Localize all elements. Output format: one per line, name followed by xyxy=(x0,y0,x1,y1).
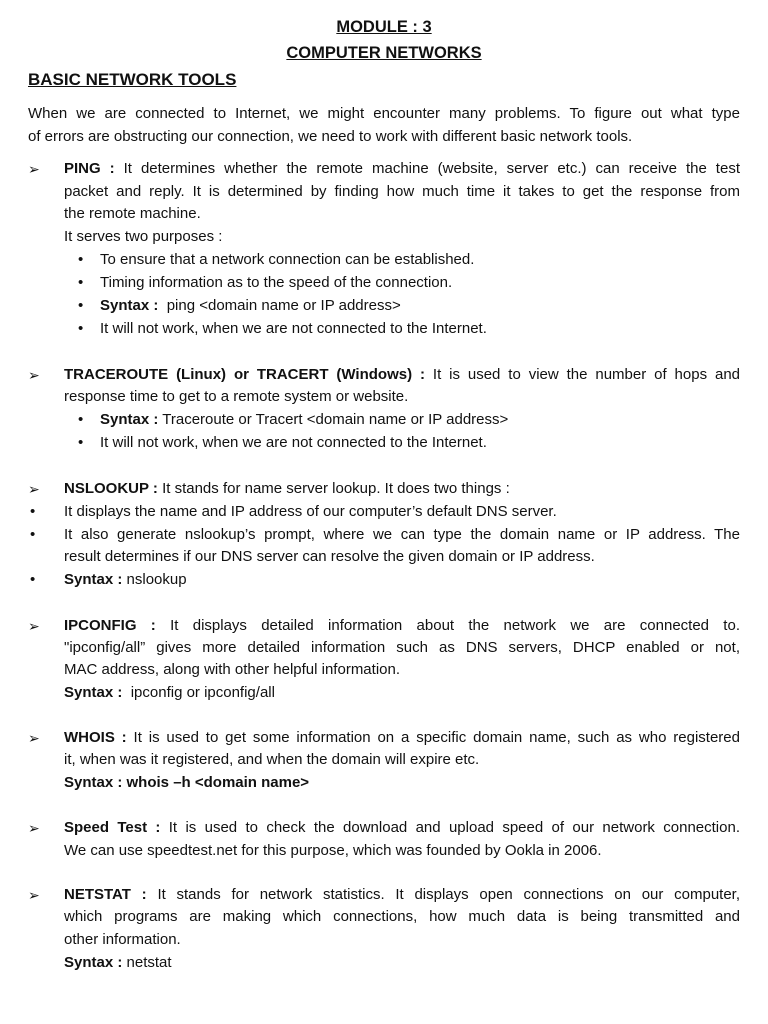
nslookup-name: NSLOOKUP : xyxy=(64,480,158,497)
whois-line-2: it, when was it registered, and when the domain will expire etc. xyxy=(64,751,480,768)
traceroute-text-1: It is used to view the number of hops and xyxy=(432,366,740,383)
subject-title: COMPUTER NETWORKS xyxy=(286,44,482,62)
traceroute-name: TRACEROUTE (Linux) or TRACERT (Windows) : xyxy=(64,366,425,383)
arrow-bullet-icon: ➢ xyxy=(28,887,40,903)
nslookup-bullet-2a: It also generate nslookup’s prompt, where we can type the domain name or IP address. The xyxy=(64,526,740,543)
netstat-line-3: other information. xyxy=(64,931,181,948)
arrow-bullet-icon: ➢ xyxy=(28,730,40,746)
arrow-bullet-icon: ➢ xyxy=(28,820,40,836)
nslookup-syntax-value: nslookup xyxy=(126,571,187,588)
ping-bullet-2: Timing information as to the speed of the connection. xyxy=(100,274,453,291)
netstat-syntax-label: Syntax : xyxy=(64,954,123,971)
nslookup-bullet-2b: result determines if our DNS server can resolve the given domain or IP address. xyxy=(64,548,595,565)
bullet-icon: • xyxy=(30,526,36,543)
whois-line-1 xyxy=(64,727,740,749)
bullet-icon: • xyxy=(78,251,84,268)
traceroute-note: It will not work, when we are not connected to the Internet. xyxy=(100,434,487,451)
bullet-icon: • xyxy=(78,411,84,428)
netstat-line-1 xyxy=(64,884,740,906)
arrow-bullet-icon: ➢ xyxy=(28,481,40,497)
ipconfig-text-1: It displays detailed information about the network we are connected to. xyxy=(170,617,740,634)
bullet-icon: • xyxy=(78,320,84,337)
bullet-icon: • xyxy=(30,571,36,588)
module-title: MODULE : 3 xyxy=(336,18,432,36)
arrow-bullet-icon: ➢ xyxy=(28,367,40,383)
whois-name: WHOIS : xyxy=(64,729,127,746)
ipconfig-line-1 xyxy=(64,615,740,637)
nslookup-bullet-1: It displays the name and IP address of our computer’s default DNS server. xyxy=(64,503,557,520)
netstat-syntax xyxy=(64,952,172,974)
ping-line-1 xyxy=(64,158,740,180)
section-title: BASIC NETWORK TOOLS xyxy=(28,70,237,89)
ping-line-4: It serves two purposes : xyxy=(64,228,223,245)
traceroute-syntax-label: Syntax : xyxy=(100,411,159,428)
nslookup-syntax-label: Syntax : xyxy=(64,571,123,588)
ping-text-1: It determines whether the remote machine (website, server etc.) can receive the test xyxy=(123,160,740,177)
ping-bullet-1: To ensure that a network connection can be established. xyxy=(100,251,475,268)
intro-line-1: When we are connected to Internet, we might encounter many problems. To figure out what type xyxy=(28,105,740,122)
ping-syntax-label: Syntax : xyxy=(100,297,159,314)
ipconfig-syntax xyxy=(64,682,275,704)
nslookup-text-1: It stands for name server lookup. It does two things : xyxy=(162,480,510,497)
speedtest-text-1: It is used to check the download and upload speed of our network connection. xyxy=(168,819,740,836)
traceroute-syntax xyxy=(100,409,508,431)
speedtest-name: Speed Test : xyxy=(64,819,161,836)
whois-syntax: Syntax : whois –h <domain name> xyxy=(64,774,310,791)
netstat-syntax-value: netstat xyxy=(126,954,172,971)
arrow-bullet-icon: ➢ xyxy=(28,618,40,634)
ipconfig-line-2: "ipconfig/all” gives more detailed information such as DNS servers, DHCP enabled or not, xyxy=(64,639,740,656)
intro-line-2: of errors are obstructing our connection, we need to work with different basic network tools. xyxy=(28,128,633,145)
ipconfig-name: IPCONFIG : xyxy=(64,617,156,634)
traceroute-syntax-value: Traceroute or Tracert <domain name or IP address> xyxy=(162,411,509,428)
ipconfig-syntax-label: Syntax : xyxy=(64,684,123,701)
bullet-icon: • xyxy=(30,503,36,520)
ipconfig-syntax-value: ipconfig or ipconfig/all xyxy=(130,684,275,701)
whois-text-1: It is used to get some information on a specific domain name, such as who registered xyxy=(133,729,740,746)
arrow-bullet-icon: ➢ xyxy=(28,161,40,177)
netstat-name: NETSTAT : xyxy=(64,886,147,903)
bullet-icon: • xyxy=(78,274,84,291)
netstat-line-2: which programs are making which connections, how much data is being transmitted and xyxy=(64,908,740,925)
ipconfig-line-3: MAC address, along with other helpful information. xyxy=(64,661,401,678)
ping-syntax-value: ping <domain name or IP address> xyxy=(166,297,401,314)
ping-name: PING : xyxy=(64,160,115,177)
ping-syntax xyxy=(100,295,401,317)
bullet-icon: • xyxy=(78,434,84,451)
ping-line-3: the remote machine. xyxy=(64,205,201,222)
ping-note: It will not work, when we are not connected to the Internet. xyxy=(100,320,487,337)
speedtest-line-2: We can use speedtest.net for this purpose, which was founded by Ookla in 2006. xyxy=(64,842,602,859)
traceroute-line-2: response time to get to a remote system or website. xyxy=(64,388,409,405)
nslookup-line-1 xyxy=(64,478,510,500)
ping-line-2: packet and reply. It is determined by finding how much time it takes to get the response from xyxy=(64,183,740,200)
nslookup-syntax xyxy=(64,569,187,591)
bullet-icon: • xyxy=(78,297,84,314)
netstat-text-1: It stands for network statistics. It displays open connections on our computer, xyxy=(157,886,740,903)
traceroute-line-1 xyxy=(64,364,740,386)
speedtest-line-1 xyxy=(64,817,740,839)
